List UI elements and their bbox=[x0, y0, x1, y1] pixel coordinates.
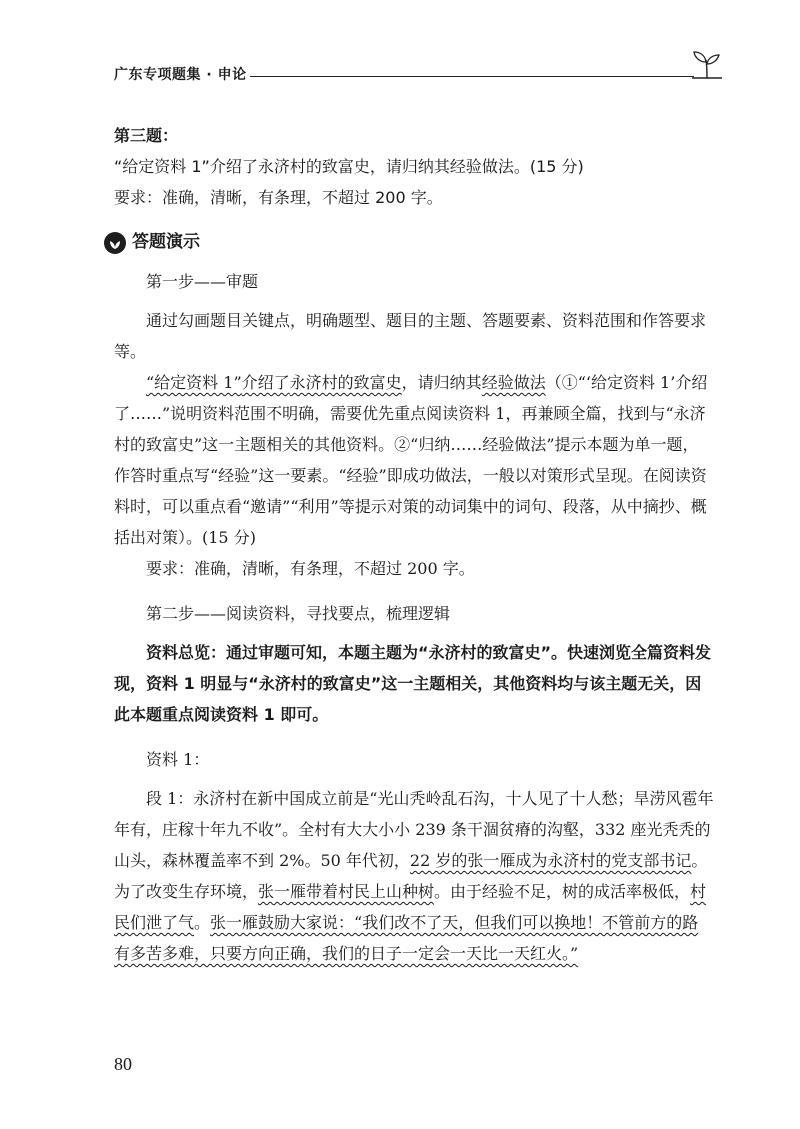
analysis-text: ，请归纳其 bbox=[401, 373, 482, 392]
sprout-icon bbox=[690, 48, 724, 82]
step1-analysis bbox=[114, 367, 714, 553]
leaf-icon bbox=[104, 232, 126, 254]
step2-title: 第二步——阅读资料，寻找要点，梳理逻辑 bbox=[146, 604, 451, 623]
header-title: 广东专项题集 · 申论 bbox=[114, 67, 247, 83]
page-content bbox=[114, 120, 714, 969]
highlight-planting-trees: 张一雁带着村民上山种树 bbox=[258, 882, 435, 901]
keyword-introduced: 介绍了 bbox=[241, 373, 290, 392]
running-header bbox=[114, 58, 724, 88]
material-label: 资料 1： bbox=[146, 750, 210, 769]
para-text: 。 bbox=[194, 913, 211, 932]
question-heading: 第三题： bbox=[114, 126, 179, 145]
step1-requirement: 要求：准确，清晰，有条理，不超过 200 字。 bbox=[146, 559, 475, 578]
step1-title: 第一步——审题 bbox=[146, 272, 259, 291]
question-prompt: “给定资料 1”介绍了永济村的致富史，请归纳其经验做法。(15 分) bbox=[114, 157, 584, 176]
keyword-topic: 永济村的致富史 bbox=[289, 373, 402, 392]
analysis-explanation: （①“‘给定资料 1’介绍了……”说明资料范围不明确，需要优先重点阅读资料 1，再兼顾全篇，找到与“永济村的致富史”这一主题相关的其他资料。②“归纳……经验做法”提示本题为单一题，作答时重点写“经验”这一要素。“经验”即成功做法，一般以对策形式呈现。在阅读资料时，可以重点看“邀请”“利用”等提示对策的动词集中的词句、段落，从中摘抄、概括出对策）。(15 分) bbox=[114, 373, 708, 547]
material-paragraph-1 bbox=[114, 783, 714, 969]
highlight-party-secretary: 22 岁的张一雁成为永济村的党支部书记 bbox=[409, 851, 692, 870]
keyword-experience: 经验做法 bbox=[481, 373, 546, 392]
header-rule bbox=[250, 76, 694, 77]
para-text: 段 1：永济村在新中国成立前是“光山秃岭乱石沟，十人见了十人愁；旱涝风雹年年有，庄稼十年九不收”。全村有大大小小 239 条干涸贫瘠的沟壑，332 座光秃秃的山头，森林覆盖率不到 2%。50 年代初， bbox=[114, 789, 714, 870]
para-text: 。为了改变生存环境， bbox=[114, 851, 708, 901]
page-number: 80 bbox=[114, 1054, 132, 1074]
keyword-material-range: “给定资料 1” bbox=[146, 373, 242, 392]
demo-section-heading bbox=[104, 227, 714, 258]
step2-overview: 资料总览：通过审题可知，本题主题为“永济村的致富史”。快速浏览全篇资料发现，资料 1 明显与“永济村的致富史”这一主题相关，其他资料均与该主题无关，因此本题重点阅读资料 1 即可。 bbox=[114, 643, 712, 724]
question-requirement: 要求：准确，清晰，有条理，不超过 200 字。 bbox=[114, 188, 443, 207]
para-text: 。由于经验不足，树的成活率极低， bbox=[434, 882, 691, 901]
demo-section-title: 答题演示 bbox=[132, 232, 200, 252]
highlight-encouragement: 张一雁鼓励大家说：“我们改不了天，但我们可以换地！不管前方的路有多苦多难，只要方向正确，我们的日子一定会一天比一天红火。” bbox=[114, 913, 699, 963]
highlight-villagers-discouraged: 村民们泄了气 bbox=[114, 882, 707, 932]
step1-intro: 通过勾画题目关键点，明确题型、题目的主题、答题要素、资料范围和作答要求等。 bbox=[114, 311, 707, 361]
